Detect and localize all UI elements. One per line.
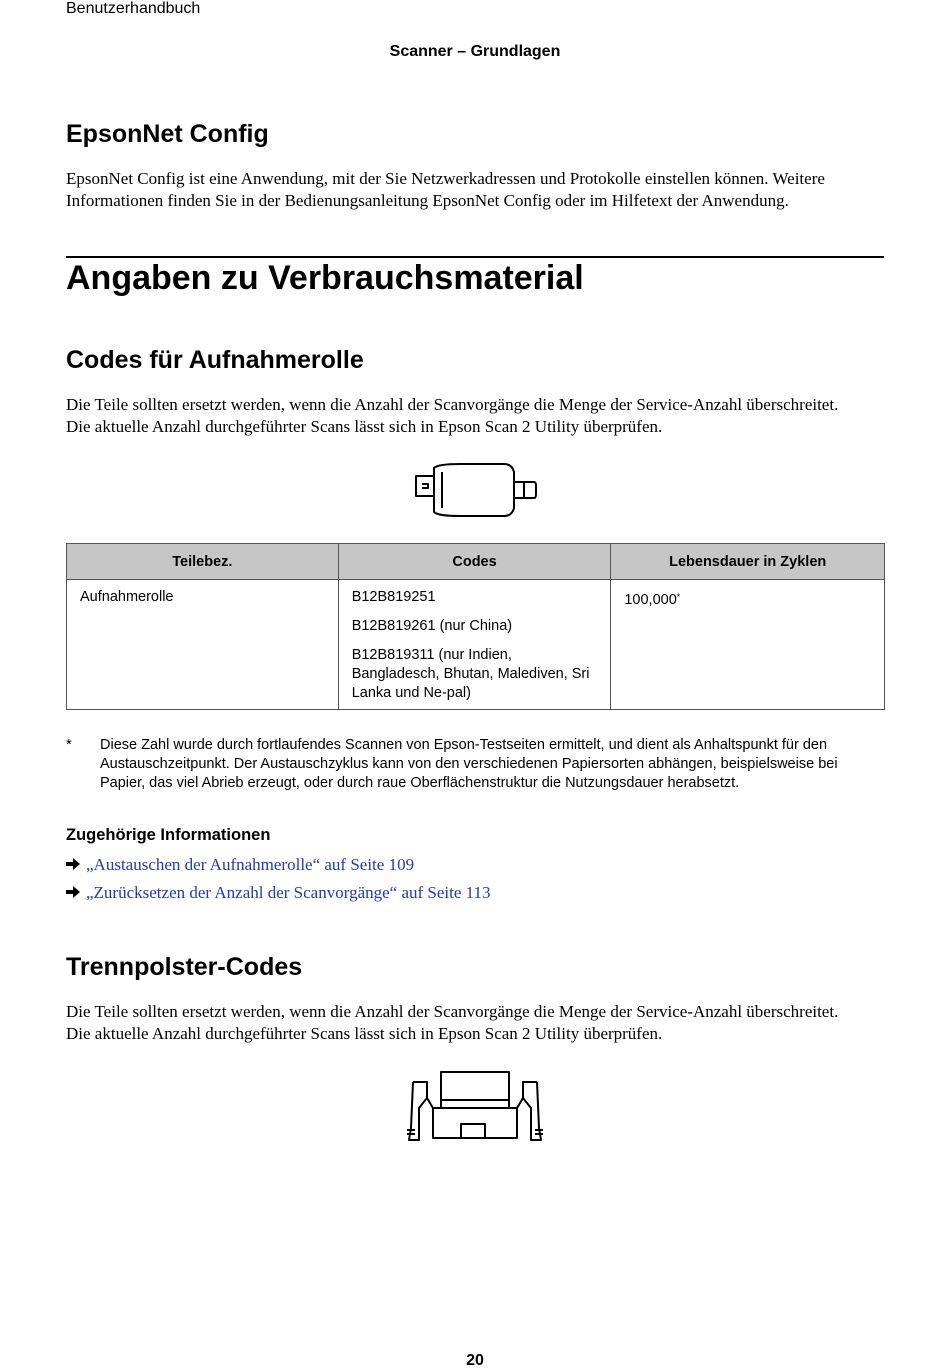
footnote [66,736,886,793]
running-header: Scanner – Grundlagen [389,43,561,60]
arrow-right-icon [66,883,86,903]
separation-pad-illustration [405,1068,545,1144]
epsonnet-line-2: Informationen finden Sie in der Bedienungsanleitung EpsonNet Config oder im Hilfetext der Anwendung. [66,191,789,210]
page-number: 20 [466,1352,484,1369]
column-header-part-name: Teilebez. [67,544,339,580]
separator-paragraph [66,1001,886,1045]
consumables-heading: Angaben zu Verbrauchsmaterial [66,259,584,297]
codes-cell [338,580,611,710]
epsonnet-heading: EpsonNet Config [66,120,269,148]
lifespan-cell [611,580,885,710]
roller-line-2: Die aktuelle Anzahl durchgeführter Scans lässt sich in Epson Scan 2 Utility überprüfen. [66,417,663,436]
parts-table [66,543,885,710]
separator-pad-heading: Trennpolster-Codes [66,953,303,981]
footnote-mark: * [66,737,72,753]
table-header-row [67,544,885,580]
section-divider [66,256,884,258]
related-link-row [66,883,491,903]
separator-line-2: Die aktuelle Anzahl durchgeführter Scans lässt sich in Epson Scan 2 Utility überprüfen. [66,1024,663,1043]
code-entry: B12B819261 (nur China) [351,618,513,634]
lifespan-value: 100,000 [624,592,677,608]
related-link-row [66,855,414,875]
column-header-codes: Codes [338,544,611,580]
epsonnet-paragraph [66,168,886,212]
roller-paragraph [66,394,886,438]
related-info-heading: Zugehörige Informationen [66,826,271,844]
pickup-roller-illustration [412,462,538,518]
part-name-cell: Aufnahmerolle [67,580,339,710]
code-entry: B12B819311 (nur Indien, Bangladesch, Bhutan, Malediven, Sri Lanka und Ne-pal) [351,647,590,701]
footnote-text: Diese Zahl wurde durch fortlaufendes Scannen von Epson-Testseiten ermittelt, und dient als Anhaltspunkt für den Austauschzeitpunkt. Der Austauschzyklus kann von den verschiedenen Papiersorten abhängen, beispielsweise bei Papier, das viel Abrieb erzeugt, oder durch raue Oberflächenstruktur die Nutzungsdauer herabsetzt. [100,737,838,791]
table-row [67,580,885,710]
footnote-reference: * [676,592,681,602]
arrow-right-icon [66,855,86,875]
code-entry: B12B819251 [351,589,436,605]
document-title: Benutzerhandbuch [66,0,201,17]
column-header-lifespan: Lebensdauer in Zyklen [611,544,885,580]
roller-line-1: Die Teile sollten ersetzt werden, wenn die Anzahl der Scanvorgänge die Menge der Service-Anzahl überschreitet. [66,395,839,414]
link-reset-scan-count[interactable]: „Zurücksetzen der Anzahl der Scanvorgänge“ auf Seite 113 [86,883,491,902]
epsonnet-line-1: EpsonNet Config ist eine Anwendung, mit der Sie Netzwerkadressen und Protokolle einstellen können. Weitere [66,169,825,188]
separator-line-1: Die Teile sollten ersetzt werden, wenn die Anzahl der Scanvorgänge die Menge der Service-Anzahl überschreitet. [66,1002,839,1021]
roller-heading: Codes für Aufnahmerolle [66,346,364,374]
link-replace-pickup-roller[interactable]: „Austauschen der Aufnahmerolle“ auf Seite 109 [86,855,415,874]
